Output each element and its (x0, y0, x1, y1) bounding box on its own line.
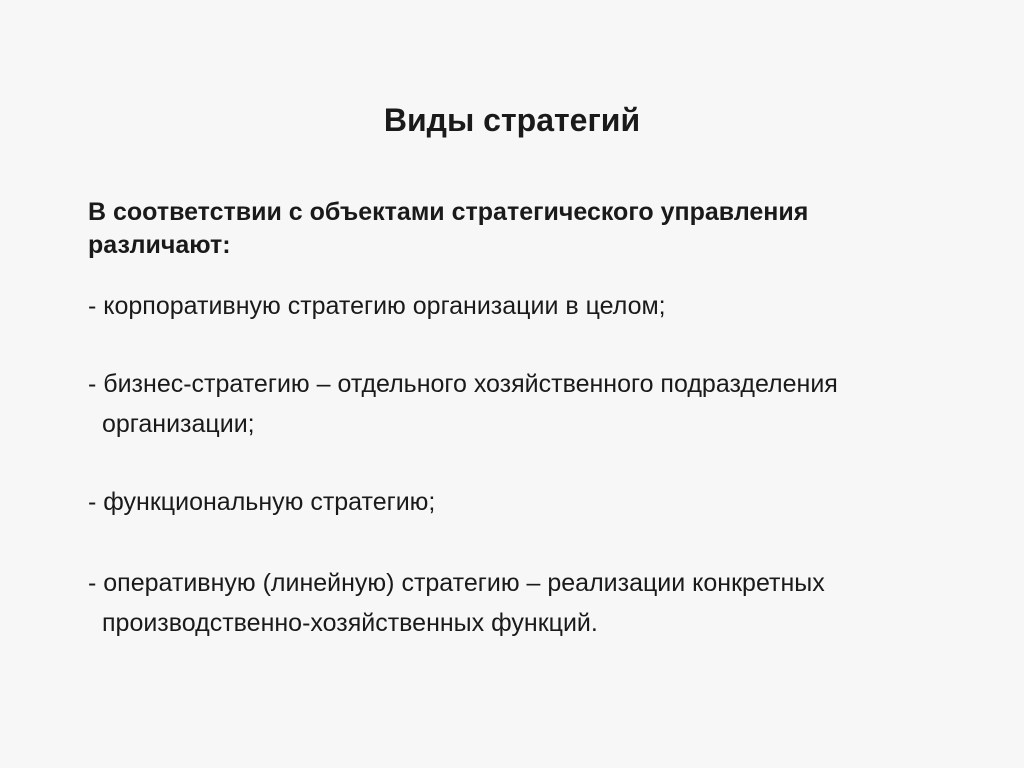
list-item-line: - оперативную (линейную) стратегию – реализации конкретных (88, 569, 825, 597)
list-item-line-continuation: организации; (102, 410, 255, 438)
list-item-operational (88, 563, 948, 643)
list-item-functional (88, 482, 948, 522)
list-item-line-continuation: производственно-хозяйственных функций. (102, 609, 598, 637)
list-item-line: - функциональную стратегию; (88, 488, 436, 516)
intro-text: В соответствии с объектами стратегического управления различают: (88, 198, 809, 259)
list-item-line: - корпоративную стратегию организации в целом; (88, 292, 666, 320)
list-item-line: - бизнес-стратегию – отдельного хозяйственного подразделения (88, 370, 838, 398)
slide-title: Виды стратегий (383, 102, 641, 138)
list-item-corporate (88, 286, 948, 326)
list-item-business (88, 364, 948, 444)
